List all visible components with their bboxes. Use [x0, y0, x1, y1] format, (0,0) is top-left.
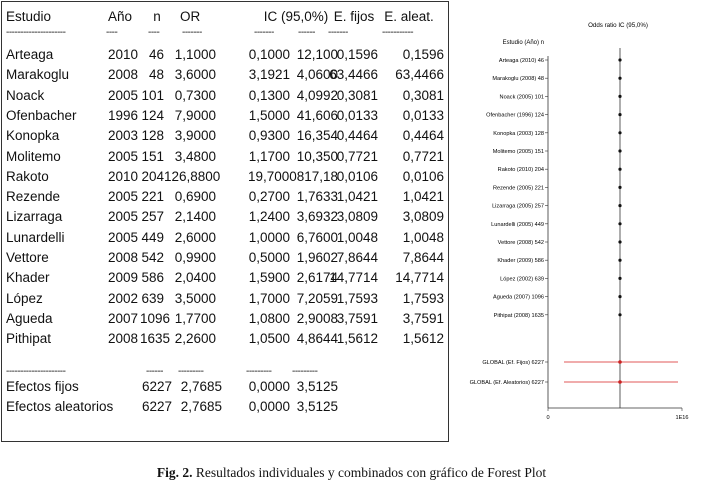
row-ic-lower: 1,2400	[248, 209, 290, 224]
study-point	[618, 204, 621, 207]
row-efijos: 7,8644	[336, 250, 378, 265]
header-efijos: E. fijos	[333, 9, 375, 24]
study-point	[618, 222, 621, 225]
pooled-label: GLOBAL (Ef. Fijos) 6227	[482, 360, 544, 366]
pooled-n: 6227	[141, 399, 172, 414]
pooled-ic-upper: 3,5125	[296, 399, 338, 414]
row-ic-upper: 2,9008	[296, 311, 338, 326]
x-tick-label: 0	[546, 415, 550, 421]
pooled-estudio: Efectos fijos	[6, 379, 79, 394]
row-ic-upper: 817,18	[296, 169, 338, 184]
study-label: Marakoglu (2008) 48	[492, 76, 544, 83]
row-n: 46	[148, 47, 164, 62]
row-or: 2,6000	[174, 230, 216, 245]
pooled-or: 2,7685	[180, 379, 222, 394]
row-or: 126,8800	[164, 169, 221, 184]
row-ano: 2009	[107, 270, 138, 285]
row-estudio: Noack	[6, 88, 45, 103]
row-estudio: López	[6, 291, 43, 306]
study-label: Lizarraga (2005) 257	[492, 203, 544, 210]
separator: ---------	[292, 366, 318, 377]
row-n: 128	[141, 128, 164, 143]
row-n: 124	[141, 108, 164, 123]
row-estudio: Ofenbacher	[6, 108, 77, 123]
study-label: Konopka (2003) 128	[493, 130, 544, 137]
row-n: 1096	[140, 311, 171, 326]
row-estudio: Konopka	[6, 128, 60, 143]
row-ic-upper: 10,350	[296, 149, 338, 164]
study-label: Pithipat (2008) 1635	[493, 312, 544, 319]
row-ic-upper: 4,8644	[296, 331, 338, 346]
row-ic-upper: 2,6174	[296, 270, 338, 285]
separator: ------	[298, 27, 315, 38]
row-ic-lower: 0,2700	[248, 189, 290, 204]
row-ic-upper: 1,9602	[296, 250, 338, 265]
row-efijos: 0,0106	[336, 169, 378, 184]
header-estudio: Estudio	[6, 9, 52, 24]
row-n: 1635	[140, 331, 171, 346]
study-label: Rezende (2005) 221	[492, 185, 544, 192]
row-ic-upper: 1,7633	[296, 189, 338, 204]
row-ic-lower: 19,7000	[248, 169, 297, 184]
row-ic-lower: 1,7000	[248, 291, 290, 306]
row-n: 101	[141, 88, 164, 103]
row-estudio: Agueda	[6, 311, 53, 326]
row-ealeat: 0,4464	[402, 128, 444, 143]
row-ic-lower: 1,0500	[248, 331, 290, 346]
study-label: Molitemo (2005) 151	[492, 149, 544, 155]
row-efijos: 0,4464	[336, 128, 378, 143]
study-point	[618, 295, 621, 298]
row-efijos: 1,5612	[336, 331, 378, 346]
row-efijos: 0,0133	[336, 108, 378, 123]
row-estudio: Vettore	[6, 250, 49, 265]
pooled-ic-lower: 0,0000	[248, 399, 290, 414]
header-ealeat: E. aleat.	[384, 9, 434, 24]
row-efijos: 1,0048	[336, 230, 378, 245]
row-estudio: Marakoglu	[6, 67, 70, 82]
study-label: Noack (2005) 101	[499, 94, 544, 101]
row-ic-upper: 6,7600	[296, 230, 338, 245]
study-label: Khader (2009) 586	[497, 258, 544, 265]
results-table	[1, 1, 449, 442]
study-label: Lunardelli (2005) 449	[491, 221, 544, 228]
study-label: Vettore (2008) 542	[497, 240, 544, 246]
separator: ------	[146, 366, 163, 377]
row-or: 2,1400	[174, 209, 216, 224]
row-ano: 2010	[107, 169, 138, 184]
row-ic-upper: 41,606	[296, 108, 338, 123]
row-or: 1,7700	[174, 311, 216, 326]
pooled-ic-lower: 0,0000	[248, 379, 290, 394]
study-point	[618, 58, 621, 61]
row-ic-lower: 0,9300	[248, 128, 290, 143]
row-estudio: Pithipat	[6, 331, 52, 346]
row-estudio: Rezende	[6, 189, 61, 204]
row-ano: 2008	[107, 250, 138, 265]
row-n: 48	[148, 67, 164, 82]
forest-plot	[452, 16, 702, 436]
row-efijos: 3,0809	[336, 209, 378, 224]
row-ealeat: 3,7591	[402, 311, 444, 326]
row-efijos: 3,7591	[336, 311, 378, 326]
study-label: Rakoto (2010) 204	[497, 167, 544, 174]
row-ealeat: 1,7593	[402, 291, 444, 306]
separator: ---------------------	[6, 27, 66, 38]
study-point	[618, 240, 621, 243]
row-ealeat: 0,1596	[402, 47, 444, 62]
row-ic-upper: 7,2059	[296, 291, 338, 306]
row-or: 3,6000	[174, 67, 216, 82]
row-ic-upper: 3,6932	[296, 209, 338, 224]
pooled-or: 2,7685	[180, 399, 222, 414]
study-point	[618, 277, 621, 280]
row-ano: 2008	[107, 67, 138, 82]
row-ano: 2005	[107, 230, 138, 245]
row-or: 0,9900	[174, 250, 216, 265]
row-ano: 2005	[107, 189, 138, 204]
row-efijos: 0,7721	[336, 149, 378, 164]
row-ic-lower: 1,0800	[248, 311, 290, 326]
study-point	[618, 95, 621, 98]
row-or: 7,9000	[174, 108, 216, 123]
separator: -------	[328, 27, 348, 38]
row-ic-upper: 4,0992	[296, 88, 338, 103]
separator: -------	[254, 27, 274, 38]
caption-label: Fig. 2.	[156, 465, 193, 480]
row-ic-upper: 16,354	[296, 128, 338, 143]
row-ealeat: 3,0809	[402, 209, 444, 224]
row-ano: 2003	[107, 128, 138, 143]
row-n: 542	[141, 250, 164, 265]
header-ano: Año	[107, 9, 132, 24]
study-point	[618, 77, 621, 80]
row-ano: 2002	[107, 291, 138, 306]
row-n: 257	[141, 209, 164, 224]
study-label: Arteaga (2010) 46	[498, 58, 544, 64]
row-or: 0,7300	[174, 88, 216, 103]
row-n: 639	[141, 291, 164, 306]
row-or: 3,9000	[174, 128, 216, 143]
row-ic-lower: 1,1700	[248, 149, 290, 164]
row-ealeat: 1,0421	[402, 189, 444, 204]
header-n: n	[153, 9, 161, 24]
study-point	[618, 149, 621, 152]
pooled-label: GLOBAL (Ef. Aleatorios) 6227	[469, 380, 544, 386]
row-ano: 1996	[107, 108, 138, 123]
row-n: 151	[141, 149, 164, 164]
study-label: Agueda (2007) 1096	[492, 294, 544, 301]
header-or: OR	[180, 9, 201, 24]
row-or: 3,4800	[174, 149, 216, 164]
row-efijos: 14,7714	[329, 270, 378, 285]
separator: ---------	[246, 366, 272, 377]
study-label: López (2002) 639	[500, 276, 544, 283]
row-ic-lower: 3,1921	[248, 67, 290, 82]
pooled-estudio: Efectos aleatorios	[6, 399, 114, 414]
row-estudio: Khader	[6, 270, 50, 285]
row-ealeat: 1,5612	[402, 331, 444, 346]
pooled-ic-upper: 3,5125	[296, 379, 338, 394]
study-point	[618, 259, 621, 262]
study-point	[618, 313, 621, 316]
row-or: 2,2600	[174, 331, 216, 346]
study-label: Ofenbacher (1996) 124	[486, 112, 544, 119]
row-n: 586	[141, 270, 164, 285]
row-ano: 2010	[107, 47, 138, 62]
row-ealeat: 0,0106	[402, 169, 444, 184]
caption-text: Resultados individuales y combinados con gráfico de Forest Plot	[192, 465, 547, 480]
row-n: 204	[141, 169, 164, 184]
row-ic-lower: 0,1300	[248, 88, 290, 103]
row-ic-lower: 1,5000	[248, 108, 290, 123]
row-efijos: 1,7593	[336, 291, 378, 306]
pooled-n: 6227	[141, 379, 172, 394]
row-or: 2,0400	[174, 270, 216, 285]
separator: ----	[148, 27, 160, 38]
header-ic: IC (95,0%)	[263, 9, 329, 24]
row-ic-lower: 1,0000	[248, 230, 290, 245]
row-efijos: 63,4466	[329, 67, 378, 82]
row-efijos: 0,1596	[336, 47, 378, 62]
row-n: 449	[141, 230, 164, 245]
study-point	[618, 186, 621, 189]
separator: ----	[106, 27, 118, 38]
row-estudio: Arteaga	[6, 47, 54, 62]
row-ic-upper: 12,100	[296, 47, 338, 62]
plot-header-label: Estudio (Año) n	[502, 40, 544, 46]
row-ic-lower: 1,5900	[248, 270, 290, 285]
row-ano: 2008	[107, 331, 138, 346]
row-ealeat: 63,4466	[395, 67, 444, 82]
separator: -----------	[382, 27, 414, 38]
row-ealeat: 0,3081	[402, 88, 444, 103]
row-efijos: 1,0421	[336, 189, 378, 204]
separator: ---------	[178, 366, 204, 377]
pooled-point	[618, 380, 622, 384]
figure-caption	[0, 465, 703, 481]
row-ealeat: 14,7714	[395, 270, 444, 285]
row-estudio: Rakoto	[6, 169, 49, 184]
row-ic-lower: 0,5000	[248, 250, 290, 265]
study-point	[618, 168, 621, 171]
row-ic-lower: 0,1000	[248, 47, 290, 62]
row-estudio: Lizarraga	[6, 209, 63, 224]
plot-title: Odds ratio IC (95,0%)	[588, 22, 648, 29]
row-ealeat: 1,0048	[402, 230, 444, 245]
row-ealeat: 7,8644	[402, 250, 444, 265]
row-ic-upper: 4,0600	[296, 67, 338, 82]
row-ano: 2005	[107, 209, 138, 224]
row-efijos: 0,3081	[336, 88, 378, 103]
separator: -------	[182, 27, 202, 38]
row-or: 0,6900	[174, 189, 216, 204]
row-or: 1,1000	[174, 47, 216, 62]
row-estudio: Lunardelli	[6, 230, 65, 245]
row-ano: 2005	[107, 88, 138, 103]
study-point	[618, 113, 621, 116]
row-ealeat: 0,0133	[402, 108, 444, 123]
study-point	[618, 131, 621, 134]
row-ealeat: 0,7721	[402, 149, 444, 164]
x-tick-label: 1E16	[675, 415, 689, 421]
pooled-point	[618, 360, 622, 364]
row-ano: 2005	[107, 149, 138, 164]
row-estudio: Molitemo	[6, 149, 61, 164]
row-ano: 2007	[107, 311, 138, 326]
separator: ---------------------	[6, 366, 66, 377]
row-n: 221	[141, 189, 164, 204]
row-or: 3,5000	[174, 291, 216, 306]
